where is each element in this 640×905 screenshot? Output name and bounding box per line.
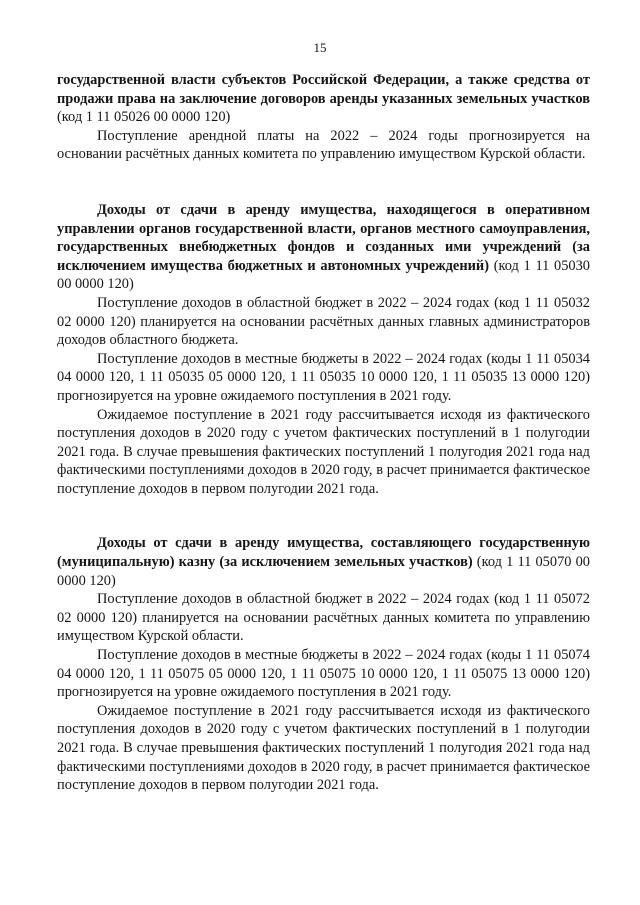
section-heading: [57, 201, 590, 294]
heading-code: (код 1 11 05030 00 0000 120): [57, 257, 590, 293]
section-land-lease: [57, 71, 590, 164]
section-operational-management: [57, 201, 590, 499]
page-number: 15: [313, 40, 327, 55]
section-heading: [57, 534, 590, 590]
section-state-treasury: [57, 534, 590, 794]
paragraph: Поступление арендной платы на 2022 – 2024 годы прогнозируется на основании расчётных данных комитета по управлению имуществом Курской области.: [57, 127, 590, 163]
heading-bold-text: Доходы от сдачи в аренду имущества, находящегося в оперативном управлении органов государственной власти, органов местного самоуправления, государственных внебюджетных фондов и созданных ими учреждений (за исключением имущества бюджетных и автономных учреждений): [57, 201, 590, 274]
heading-bold-text: Доходы от сдачи в аренду имущества, составляющего государственную (муниципальную) казну (за исключением земельных участков): [57, 535, 590, 571]
heading-bold-text: государственной власти субъектов Российской Федерации, а также средства от продажи права на заключение договоров аренды указанных земельных участков: [57, 72, 590, 107]
paragraph: Поступление доходов в местные бюджеты в 2022 – 2024 годах (коды 1 11 05034 04 0000 120, 1 11 05035 05 0000 120, 1 11 05035 10 0000 120, 1 11 05035 13 0000 120) прогнозируется на уровне ожидаемого поступления в 2021 году.: [57, 350, 590, 404]
paragraph: Поступление доходов в областной бюджет в 2022 – 2024 годах (код 1 11 05032 02 0000 120) планируется на основании расчётных данных главных администраторов доходов областного бюджета.: [57, 294, 590, 349]
document-body: [57, 71, 590, 795]
section-spacer: [57, 164, 590, 201]
heading-code: (код 1 11 05026 00 0000 120): [57, 109, 231, 126]
paragraph: Ожидаемое поступление в 2021 году рассчитывается исходя из фактического поступления доходов в 2020 году с учетом фактических поступлений в 1 полугодии 2021 года. В случае превышения фактических поступлений 1 полугодия 2021 года над фактическими поступлениями доходов в 2020 году, в расчет принимается фактическое поступление доходов в первом полугодии 2021 года.: [57, 702, 590, 794]
section-spacer: [57, 498, 590, 534]
section-heading: [57, 71, 590, 127]
paragraph: Поступление доходов в областной бюджет в 2022 – 2024 годах (код 1 11 05072 02 0000 120) планируется на основании расчётных данных комитета по управлению имуществом Курской области.: [57, 591, 590, 645]
heading-code: (код 1 11 05070 00 0000 120): [57, 554, 591, 589]
paragraph: Поступление доходов в местные бюджеты в 2022 – 2024 годах (коды 1 11 05074 04 0000 120, 1 11 05075 05 0000 120, 1 11 05075 10 0000 120, 1 11 05075 13 0000 120) прогнозируется на уровне ожидаемого поступления в 2021 году.: [57, 647, 590, 701]
paragraph: Ожидаемое поступление в 2021 году рассчитывается исходя из фактического поступления доходов в 2020 году с учетом фактических поступлений в 1 полугодии 2021 года. В случае превышения фактических поступлений 1 полугодия 2021 года над фактическими поступлениями доходов в 2020 году, в расчет принимается фактическое поступление доходов в первом полугодии 2021 года.: [57, 406, 590, 497]
